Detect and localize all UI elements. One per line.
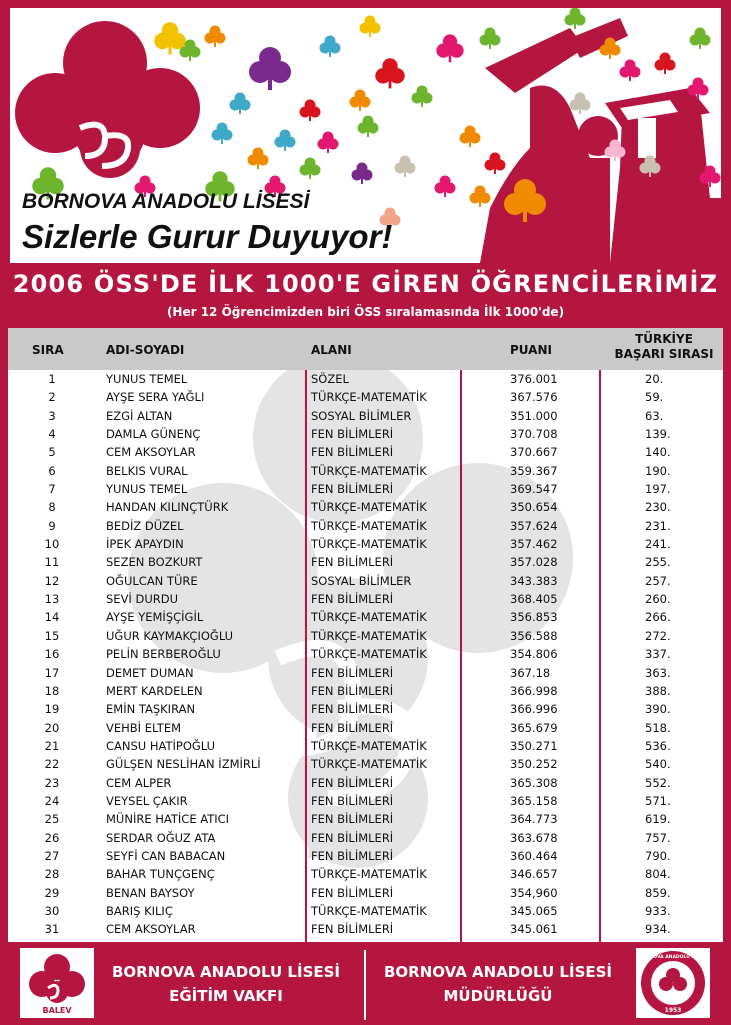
cell-field: FEN BİLİMLERİ	[311, 683, 394, 698]
cell-score: 364.773	[510, 812, 558, 827]
cell-rank: 139.	[645, 427, 671, 442]
cell-name: PELİN BERBEROĞLU	[106, 647, 221, 662]
table-row	[8, 426, 723, 444]
cell-rank: 257.	[645, 573, 671, 588]
cell-name: YUNUS TEMEL	[106, 372, 188, 386]
cell-name: DEMET DUMAN	[106, 665, 194, 680]
cell-score: 366.996	[510, 702, 558, 717]
footer-right-line1: BORNOVA ANADOLU LİSESİ	[383, 963, 613, 981]
cell-name: BEDİZ DÜZEL	[106, 518, 184, 533]
cell-sira: 3	[48, 408, 56, 423]
cell-sira: 26	[44, 830, 60, 845]
cell-field: TÜRKÇE-MATEMATİK	[311, 500, 427, 515]
banner-subtitle: (Her 12 Öğrencimizden biri ÖSS sıralamasında İlk 1000'de)	[166, 305, 565, 319]
banner-title: 2006 ÖSS'DE İLK 1000'E GİREN ÖĞRENCİLERİMİZ	[12, 270, 719, 298]
cell-name: BENAN BAYSOY	[106, 885, 195, 900]
cell-rank: 190.	[645, 463, 671, 478]
slogan: Sizlerle Gurur Duyuyor!	[22, 218, 393, 255]
table-row	[8, 609, 723, 627]
cell-score: 345.061	[510, 922, 558, 937]
results-table	[8, 328, 723, 942]
cell-rank: 231.	[645, 518, 671, 533]
cell-field: FEN BİLİMLERİ	[311, 793, 394, 808]
cell-field: TÜRKÇE-MATEMATİK	[311, 610, 427, 625]
cell-sira: 21	[44, 738, 60, 753]
cell-sira: 22	[44, 757, 60, 772]
balev-clover-icon	[20, 948, 94, 1018]
cell-rank: 230.	[645, 500, 671, 515]
cell-name: SEZEN BOZKURT	[106, 555, 203, 570]
cell-field: TÜRKÇE-MATEMATİK	[311, 537, 427, 552]
table-row	[8, 811, 723, 829]
cell-score: 357.028	[510, 555, 558, 570]
cell-field: FEN BİLİMLERİ	[311, 592, 394, 607]
cell-field: FEN BİLİMLERİ	[311, 665, 394, 680]
table-row	[8, 646, 723, 664]
cell-name: CEM AKSOYLAR	[106, 445, 196, 460]
cell-sira: 19	[44, 702, 60, 717]
cell-field: FEN BİLİMLERİ	[311, 482, 394, 497]
cell-rank: 390.	[645, 702, 671, 717]
cell-score: 376.001	[510, 372, 558, 386]
cell-sira: 25	[44, 812, 60, 827]
cell-name: VEYSEL ÇAKIR	[106, 793, 188, 808]
cell-score: 356.853	[510, 610, 558, 625]
table-row	[8, 793, 723, 811]
table-row	[8, 866, 723, 884]
cell-sira: 12	[44, 573, 60, 588]
table-row	[8, 408, 723, 426]
cell-sira: 14	[44, 610, 60, 625]
cell-score: 370.708	[510, 427, 558, 442]
cell-name: MERT KARDELEN	[106, 683, 203, 698]
cell-name: AYŞE SERA YAĞLI	[106, 390, 205, 405]
cell-score: 368.405	[510, 592, 558, 607]
cell-sira: 20	[44, 720, 60, 735]
table-row	[8, 903, 723, 921]
cell-rank: 59.	[645, 390, 664, 405]
cell-rank: 790.	[645, 848, 671, 863]
school-seal-icon	[636, 948, 710, 1018]
cell-name: CEM ALPER	[106, 775, 172, 790]
cell-sira: 24	[44, 793, 60, 808]
table-row	[8, 389, 723, 407]
cell-name: HANDAN KILINÇTÜRK	[106, 500, 229, 515]
balev-logo-text: BALEV	[42, 1006, 72, 1015]
cell-sira: 16	[44, 647, 60, 662]
table-row	[8, 518, 723, 536]
cell-rank: 934.	[645, 922, 671, 937]
cell-sira: 10	[44, 537, 60, 552]
cell-name: CEM AKSOYLAR	[106, 922, 196, 937]
cell-score: 346.657	[510, 867, 558, 882]
cell-sira: 2	[48, 390, 56, 405]
cell-rank: 757.	[645, 830, 671, 845]
table-row	[8, 536, 723, 554]
col-name: ADI-SOYADI	[106, 343, 185, 357]
cell-name: MÜNİRE HATİCE ATICI	[106, 812, 230, 827]
cell-rank: 388.	[645, 683, 671, 698]
cell-field: FEN BİLİMLERİ	[311, 922, 394, 937]
cell-score: 350.654	[510, 500, 558, 515]
cell-sira: 5	[48, 445, 56, 460]
cell-sira: 29	[44, 885, 60, 900]
cell-field: FEN BİLİMLERİ	[311, 702, 394, 717]
cell-field: FEN BİLİMLERİ	[311, 555, 394, 570]
cell-rank: 536.	[645, 738, 671, 753]
footer	[0, 942, 731, 1025]
cell-field: TÜRKÇE-MATEMATİK	[311, 628, 427, 643]
cell-field: TÜRKÇE-MATEMATİK	[311, 867, 427, 882]
cell-sira: 30	[44, 903, 60, 918]
col-score: PUANI	[510, 343, 552, 357]
table-row	[8, 499, 723, 517]
foundation-logo	[20, 948, 94, 1018]
cell-rank: 363.	[645, 665, 671, 680]
cell-name: VEHBİ ELTEM	[106, 720, 182, 735]
cell-score: 354.806	[510, 647, 558, 662]
cell-rank: 804.	[645, 867, 671, 882]
cell-field: FEN BİLİMLERİ	[311, 720, 394, 735]
table-row	[8, 756, 723, 774]
cell-field: FEN BİLİMLERİ	[311, 445, 394, 460]
table-row	[8, 554, 723, 572]
cell-field: FEN BİLİMLERİ	[311, 885, 394, 900]
cell-rank: 859.	[645, 885, 671, 900]
cell-field: SOSYAL BİLİMLER	[311, 573, 412, 588]
cell-field: TÜRKÇE-MATEMATİK	[311, 463, 427, 478]
cell-field: TÜRKÇE-MATEMATİK	[311, 903, 427, 918]
graduate-silhouette	[480, 18, 721, 263]
cell-name: YUNUS TEMEL	[106, 482, 188, 497]
col-rank-line2: BAŞARI SIRASI	[614, 347, 714, 361]
cell-field: TÜRKÇE-MATEMATİK	[311, 738, 427, 753]
cell-score: 367.576	[510, 390, 558, 405]
cell-name: BELKIS VURAL	[106, 463, 188, 478]
table-row	[8, 463, 723, 481]
table-row	[8, 738, 723, 756]
cell-score: 369.547	[510, 482, 558, 497]
seal-ring-text: BORNOVA ANADOLU LİSESİ	[638, 955, 708, 960]
cell-score: 357.462	[510, 537, 558, 552]
cell-score: 345.065	[510, 903, 558, 918]
cell-rank: 260.	[645, 592, 671, 607]
cell-name: CANSU HATİPOĞLU	[106, 738, 216, 753]
table-row	[8, 628, 723, 646]
cell-rank: 20.	[645, 372, 664, 386]
cell-score: 365.158	[510, 793, 558, 808]
table-row	[8, 720, 723, 738]
cell-name: SEYFİ CAN BABACAN	[106, 848, 226, 863]
cell-score: 350.271	[510, 738, 558, 753]
cell-score: 357.624	[510, 518, 558, 533]
cell-score: 363.678	[510, 830, 558, 845]
cell-name: SERDAR OĞUZ ATA	[106, 830, 216, 845]
cell-score: 370.667	[510, 445, 558, 460]
table-body	[8, 371, 723, 940]
cell-sira: 11	[44, 555, 60, 570]
table-row	[8, 701, 723, 719]
cell-sira: 1	[48, 372, 56, 386]
cell-name: SEVİ DURDU	[106, 592, 179, 607]
cell-score: 365.308	[510, 775, 558, 790]
cell-sira: 27	[44, 848, 60, 863]
cell-rank: 540.	[645, 757, 671, 772]
table-header	[8, 328, 723, 370]
cell-rank: 266.	[645, 610, 671, 625]
cell-score: 356.588	[510, 628, 558, 643]
table-row	[8, 665, 723, 683]
cell-rank: 255.	[645, 555, 671, 570]
col-rank-line1: TÜRKİYE	[635, 332, 693, 346]
cell-score: 367.18	[510, 665, 551, 680]
cell-field: TÜRKÇE-MATEMATİK	[311, 390, 427, 405]
cell-name: EMİN TAŞKIRAN	[106, 702, 196, 717]
table-row	[8, 830, 723, 848]
cell-name: İPEK APAYDIN	[106, 537, 184, 552]
cell-sira: 28	[44, 867, 60, 882]
cell-rank: 140.	[645, 445, 671, 460]
cell-name: BARIŞ KILIÇ	[106, 903, 173, 918]
cell-name: DAMLA GÜNENÇ	[106, 427, 201, 442]
cell-sira: 15	[44, 628, 60, 643]
cell-score: 366.998	[510, 683, 558, 698]
table-row	[8, 591, 723, 609]
cell-rank: 241.	[645, 537, 671, 552]
cell-field: SOSYAL BİLİMLER	[311, 408, 412, 423]
cell-sira: 31	[44, 922, 60, 937]
seal-year: 1953	[664, 1007, 682, 1014]
cell-score: 365.679	[510, 720, 558, 735]
cell-sira: 7	[48, 482, 56, 497]
table-row	[8, 444, 723, 462]
cell-sira: 8	[48, 500, 56, 515]
col-field: ALANI	[311, 343, 352, 357]
cell-sira: 9	[48, 518, 56, 533]
school-name: BORNOVA ANADOLU LİSESİ	[22, 190, 310, 213]
cell-name: GÜLŞEN NESLİHAN İZMİRLİ	[106, 757, 261, 772]
footer-left-line1: BORNOVA ANADOLU LİSESİ	[111, 963, 341, 981]
footer-divider	[364, 950, 366, 1020]
footer-left-line2: EĞİTİM VAKFI	[169, 987, 283, 1005]
foundation-text	[96, 960, 356, 1008]
cell-name: UĞUR KAYMAKÇIOĞLU	[106, 628, 234, 643]
cell-field: SÖZEL	[311, 372, 349, 386]
table-row	[8, 848, 723, 866]
table-row	[8, 573, 723, 591]
cell-score: 354,960	[510, 885, 558, 900]
cell-rank: 552.	[645, 775, 671, 790]
cell-name: AYŞE YEMİŞÇİGİL	[106, 610, 204, 625]
cell-sira: 6	[48, 463, 56, 478]
hero-area	[10, 8, 721, 263]
school-seal	[636, 948, 710, 1018]
cell-rank: 619.	[645, 812, 671, 827]
table-row	[8, 921, 723, 939]
cell-rank: 272.	[645, 628, 671, 643]
cell-score: 350.252	[510, 757, 558, 772]
cell-field: FEN BİLİMLERİ	[311, 830, 394, 845]
table-row	[8, 371, 723, 389]
cell-sira: 4	[48, 427, 56, 442]
cell-rank: 63.	[645, 408, 664, 423]
table-row	[8, 885, 723, 903]
directorate-text	[368, 960, 628, 1008]
table-row	[8, 775, 723, 793]
footer-right-line2: MÜDÜRLÜĞÜ	[443, 987, 553, 1005]
table-row	[8, 683, 723, 701]
cell-sira: 13	[44, 592, 60, 607]
cell-name: BAHAR TUNÇGENÇ	[106, 867, 215, 882]
cell-rank: 571.	[645, 793, 671, 808]
cell-sira: 23	[44, 775, 60, 790]
cell-field: FEN BİLİMLERİ	[311, 812, 394, 827]
cell-field: FEN BİLİMLERİ	[311, 775, 394, 790]
cell-rank: 933.	[645, 903, 671, 918]
cell-name: EZGİ ALTAN	[106, 408, 173, 423]
cell-score: 351.000	[510, 408, 558, 423]
cell-sira: 17	[44, 665, 60, 680]
cell-rank: 197.	[645, 482, 671, 497]
cell-field: TÜRKÇE-MATEMATİK	[311, 647, 427, 662]
cell-name: OĞULCAN TÜRE	[106, 573, 198, 588]
col-sira: SIRA	[32, 343, 64, 357]
col-rank	[614, 332, 714, 362]
cell-field: TÜRKÇE-MATEMATİK	[311, 518, 427, 533]
cell-field: FEN BİLİMLERİ	[311, 848, 394, 863]
table-row	[8, 481, 723, 499]
cell-score: 359.367	[510, 463, 558, 478]
cell-rank: 337.	[645, 647, 671, 662]
cell-sira: 18	[44, 683, 60, 698]
cell-score: 360.464	[510, 848, 558, 863]
cell-rank: 518.	[645, 720, 671, 735]
cell-field: FEN BİLİMLERİ	[311, 427, 394, 442]
cell-score: 343.383	[510, 573, 558, 588]
cell-field: TÜRKÇE-MATEMATİK	[311, 757, 427, 772]
